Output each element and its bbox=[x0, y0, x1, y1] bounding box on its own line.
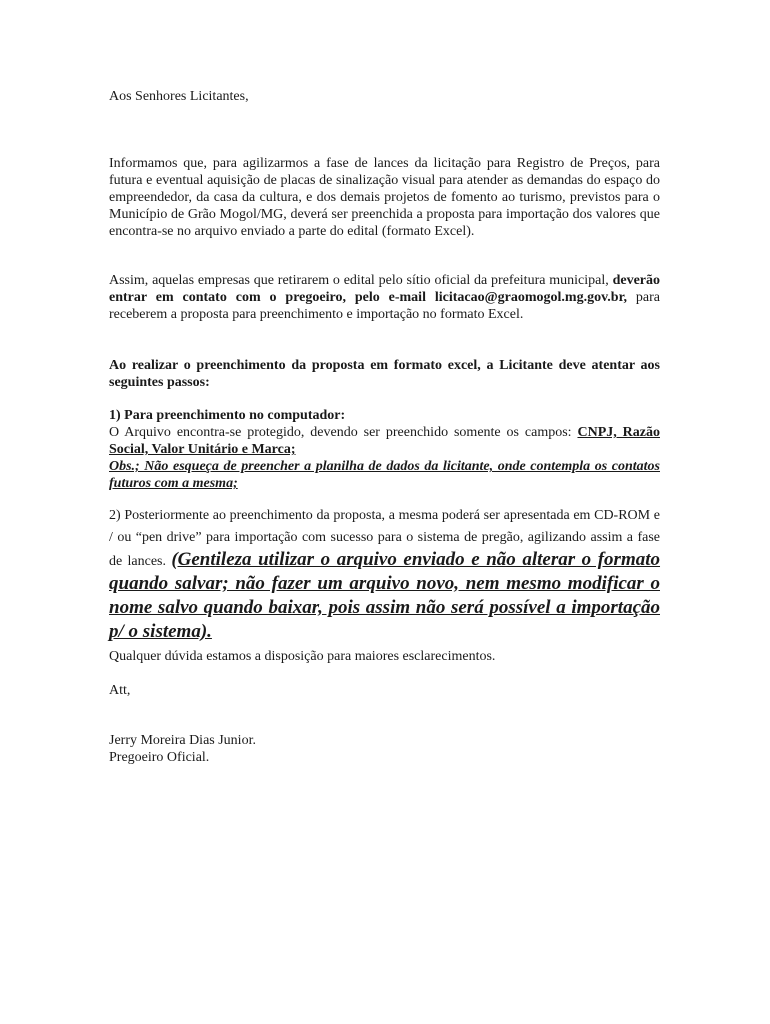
paragraph-intro: Informamos que, para agilizarmos a fase de lances da licitação para Registro de Preços, para futura e eventual aquisição de placas de sinalização visual para atender as demandas do espaço do empreendedor, da casa da cultura, e dos demais projetos de fomento ao turismo, previstos para o Município de Grão Mogol/MG, deverá ser preenchida a proposta para importação dos valores que encontra-se no arquivo enviado a parte do edital (formato Excel). bbox=[109, 156, 660, 239]
contact-rest: para receberem a proposta para preenchimento e importação no formato Excel. bbox=[109, 290, 661, 322]
step-1-body bbox=[109, 424, 660, 458]
step-2-emphasis: (Gentileza utilizar o arquivo enviado e não alterar o formato quando salvar; não fazer um arquivo novo, nem mesmo modificar o nome salvo quando baixar, pois assim não será possível a importação p/ o sistema). bbox=[109, 549, 661, 642]
step-2 bbox=[109, 505, 660, 645]
step-1 bbox=[109, 407, 660, 492]
contact-email-instruction: deverão entrar em contato com o pregoeiro, pelo e-mail licitacao@graomogol.mg.gov.br, bbox=[109, 273, 660, 305]
att-line: Att, bbox=[109, 683, 131, 698]
contact-intro: Assim, aquelas empresas que retirarem o edital pelo sítio oficial da prefeitura municipal, bbox=[109, 273, 609, 288]
signature bbox=[109, 732, 660, 766]
paragraph-steps-intro: Ao realizar o preenchimento da proposta em formato excel, a Licitante deve atentar aos seguintes passos: bbox=[109, 358, 660, 390]
paragraph-contact bbox=[109, 272, 660, 323]
step-1-obs: Obs.; Não esqueça de preencher a planilha de dados da licitante, onde contempla os contatos futuros com a mesma; bbox=[109, 459, 660, 491]
step-2-text: 2) Posteriormente ao preenchimento da proposta, a mesma poderá ser apresentada em CD-ROM e / ou “pen drive” para importação com sucesso para o sistema de pregão, agilizando assim a fase de lances. bbox=[109, 508, 660, 569]
step-1-fields: CNPJ, Razão Social, Valor Unitário e Marca; bbox=[109, 425, 660, 457]
signature-role: Pregoeiro Oficial. bbox=[109, 750, 210, 765]
step-1-title: 1) Para preenchimento no computador: bbox=[109, 408, 346, 423]
signature-name: Jerry Moreira Dias Junior. bbox=[109, 733, 256, 748]
step-1-text: O Arquivo encontra-se protegido, devendo ser preenchido somente os campos: bbox=[109, 425, 578, 440]
closing-line: Qualquer dúvida estamos a disposição para maiores esclarecimentos. bbox=[109, 649, 496, 664]
greeting: Aos Senhores Licitantes, bbox=[109, 89, 249, 104]
